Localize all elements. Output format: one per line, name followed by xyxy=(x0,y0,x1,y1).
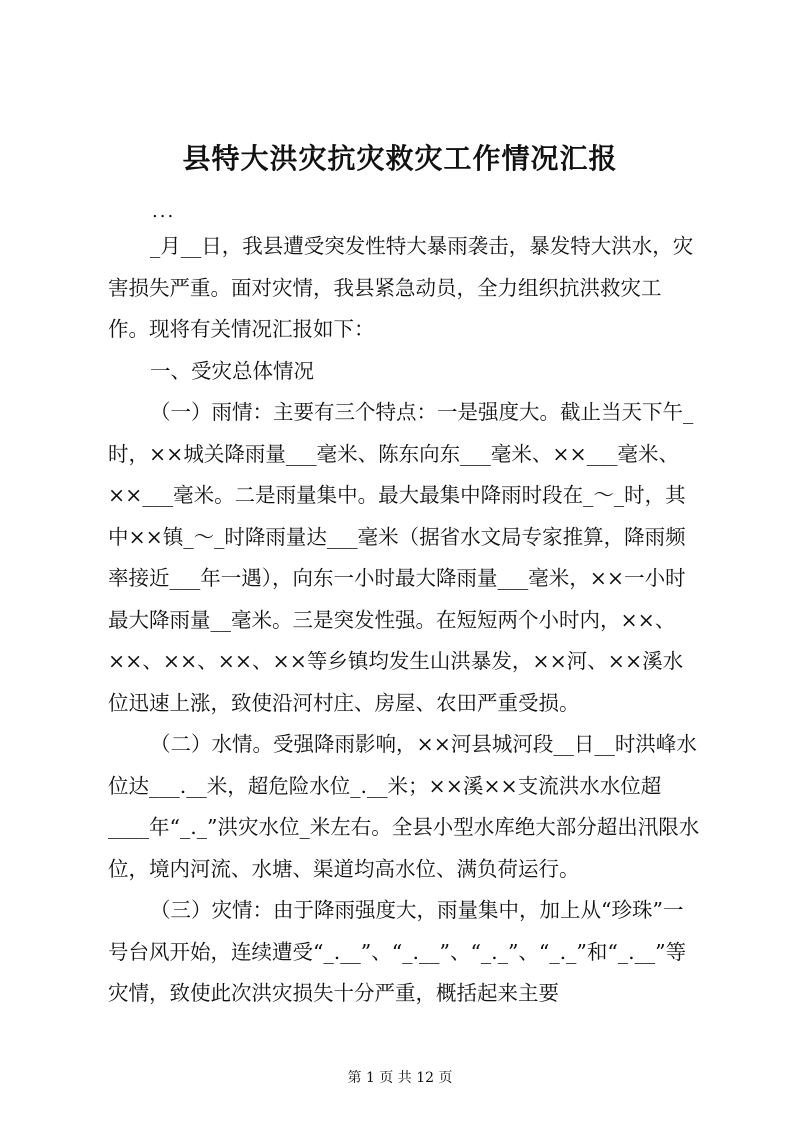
paragraph-disaster: （三）灾情：由于降雨强度大，雨量集中，加上从“珍珠”一号台风开始，连续遭受“_.__”、“_.__”、“_._”、“_._”和“_.__”等灾情，致使此次洪灾损失十分严重，概括起来主要 xyxy=(108,898,687,1005)
ellipsis-marker: ... xyxy=(152,201,176,222)
section-heading: 一、受灾总体情况 xyxy=(150,358,315,383)
document-body xyxy=(108,226,700,1015)
paragraph-rain: （一）雨情：主要有三个特点：一是强度大。截止当天下午_时，××城关降雨量___毫米、陈东向东___毫米、××___毫米、××___毫米。二是雨量集中。最大最集中降雨时段在_～_时，其中××镇_～_时降雨量达___毫米（据省水文局专家推算，降雨频率接近___年一遇），向东一小时最大降雨量___毫米，××一小时最大降雨量__毫米。三是突发性强。在短短两个小时内，××、××、××、××、××等乡镇均发生山洪暴发，××河、××溪水位迅速上涨，致使沿河村庄、房屋、农田严重受损。 xyxy=(108,400,694,715)
page-number-footer: 第 1 页 共 12 页 xyxy=(347,1070,453,1086)
document-title: 县特大洪灾抗灾救灾工作情况汇报 xyxy=(182,142,618,175)
paragraph-intro: _月__日，我县遭受突发性特大暴雨袭击，暴发特大洪水，灾害损失严重。面对灾情，我县紧急动员，全力组织抗洪救灾工作。现将有关情况汇报如下： xyxy=(108,234,694,341)
paragraph-water: （二）水情。受强降雨影响，××河县城河段__日__时洪峰水位达___.__米，超危险水位_.__米；××溪××支流洪水水位超____年“_._”洪灾水位_米左右。全县小型水库绝大部分超出汛限水位，境内河流、水塘、渠道均高水位、满负荷运行。 xyxy=(108,732,700,881)
